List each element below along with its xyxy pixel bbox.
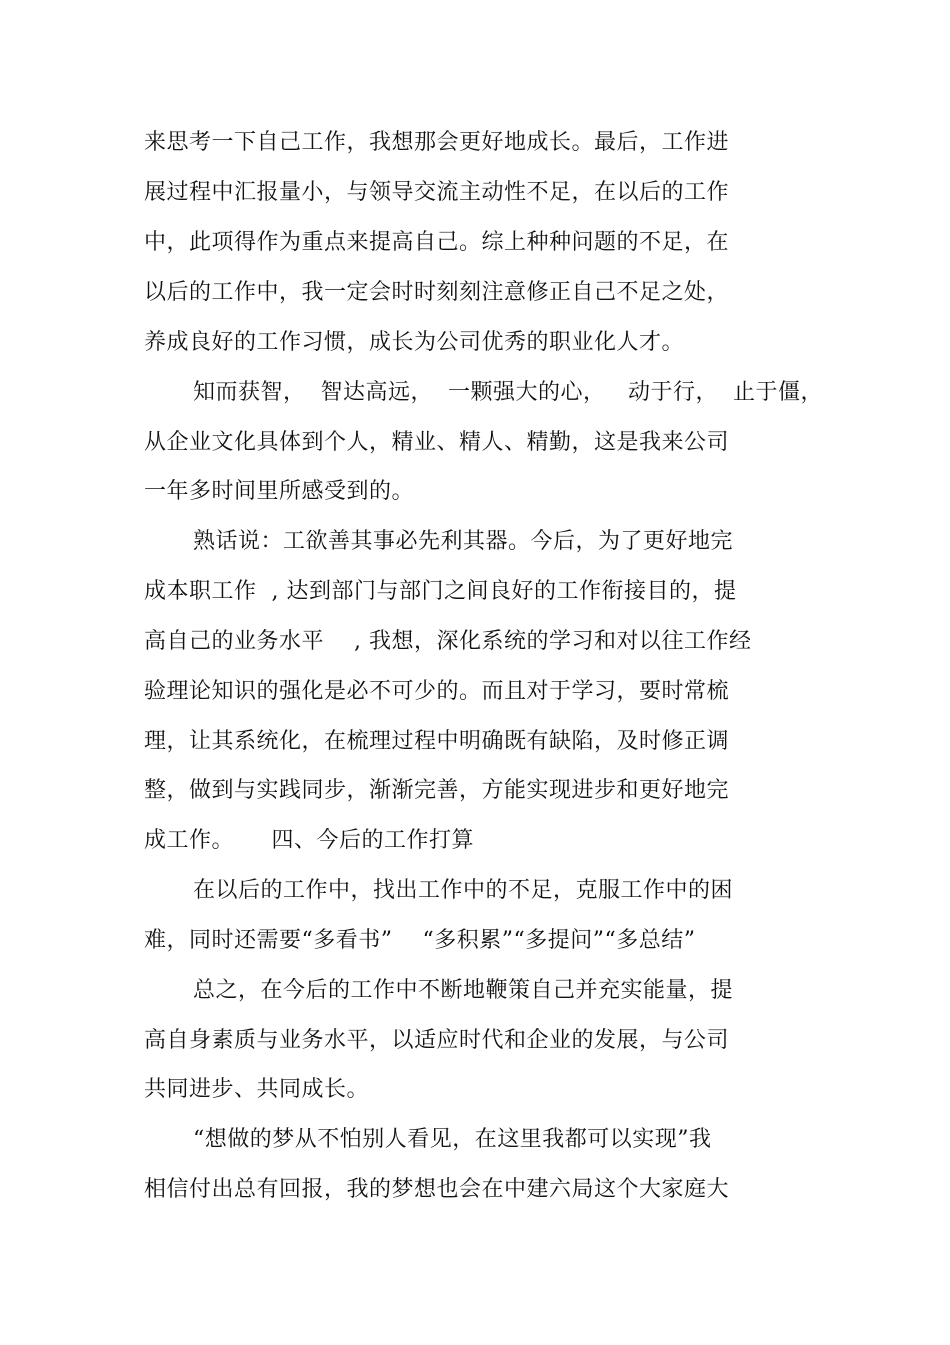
text-line-15: 成工作。 四、今后的工作打算: [144, 828, 474, 853]
text-line-13: 理，让其系统化，在梳理过程中明确既有缺陷，及时修正调: [144, 729, 730, 754]
text-line-7: 从企业文化具体到个人，精业、精人、精勤，这是我来公司: [144, 430, 730, 455]
text-line-22: 相信付出总有回报，我的梦想也会在中建六局这个大家庭大: [144, 1177, 730, 1202]
text-line-19: 高自身素质与业务水平，以适应时代和企业的发展，与公司: [144, 1028, 730, 1053]
text-line-3: 中，此项得作为重点来提高自己。综上种种问题的不足，在: [144, 230, 730, 255]
text-line-4: 以后的工作中，我一定会时时刻刻注意修正自己不足之处，: [144, 280, 730, 305]
text-line-11: 高自己的业务水平 , 我想，深化系统的学习和对以往工作经: [144, 629, 752, 654]
text-line-5: 养成良好的工作习惯，成长为公司优秀的职业化人才。: [144, 330, 685, 355]
text-line-14: 整，做到与实践同步，渐渐完善，方能实现进步和更好地完: [144, 778, 730, 803]
text-line-16: 在以后的工作中，找出工作中的不足，克服工作中的困: [193, 878, 734, 903]
text-line-2: 展过程中汇报量小，与领导交流主动性不足，在以后的工作: [144, 180, 730, 205]
text-line-8: 一年多时间里所感受到的。: [144, 479, 415, 504]
text-line-20: 共同进步、共同成长。: [144, 1077, 370, 1102]
text-line-21: “想做的梦从不怕别人看见，在这里我都可以实现”我: [193, 1127, 712, 1152]
text-line-17: 难，同时还需要“多看书” “多积累”“多提问”“多总结”: [144, 928, 696, 953]
text-line-6: 知而获智， 智达高远， 一颗强大的心， 动于行， 止于僵，: [193, 380, 823, 405]
text-line-10: 成本职工作 , 达到部门与部门之间良好的工作衔接目的，提: [144, 579, 737, 604]
text-line-18: 总之，在今后的工作中不断地鞭策自己并充实能量，提: [193, 978, 734, 1003]
text-line-1: 来思考一下自己工作，我想那会更好地成长。最后，工作进: [144, 130, 730, 155]
text-line-12: 验理论知识的强化是必不可少的。而且对于学习，要时常梳: [144, 679, 730, 704]
text-line-9: 熟话说：工欲善其事必先利其器。今后，为了更好地完: [193, 529, 734, 554]
